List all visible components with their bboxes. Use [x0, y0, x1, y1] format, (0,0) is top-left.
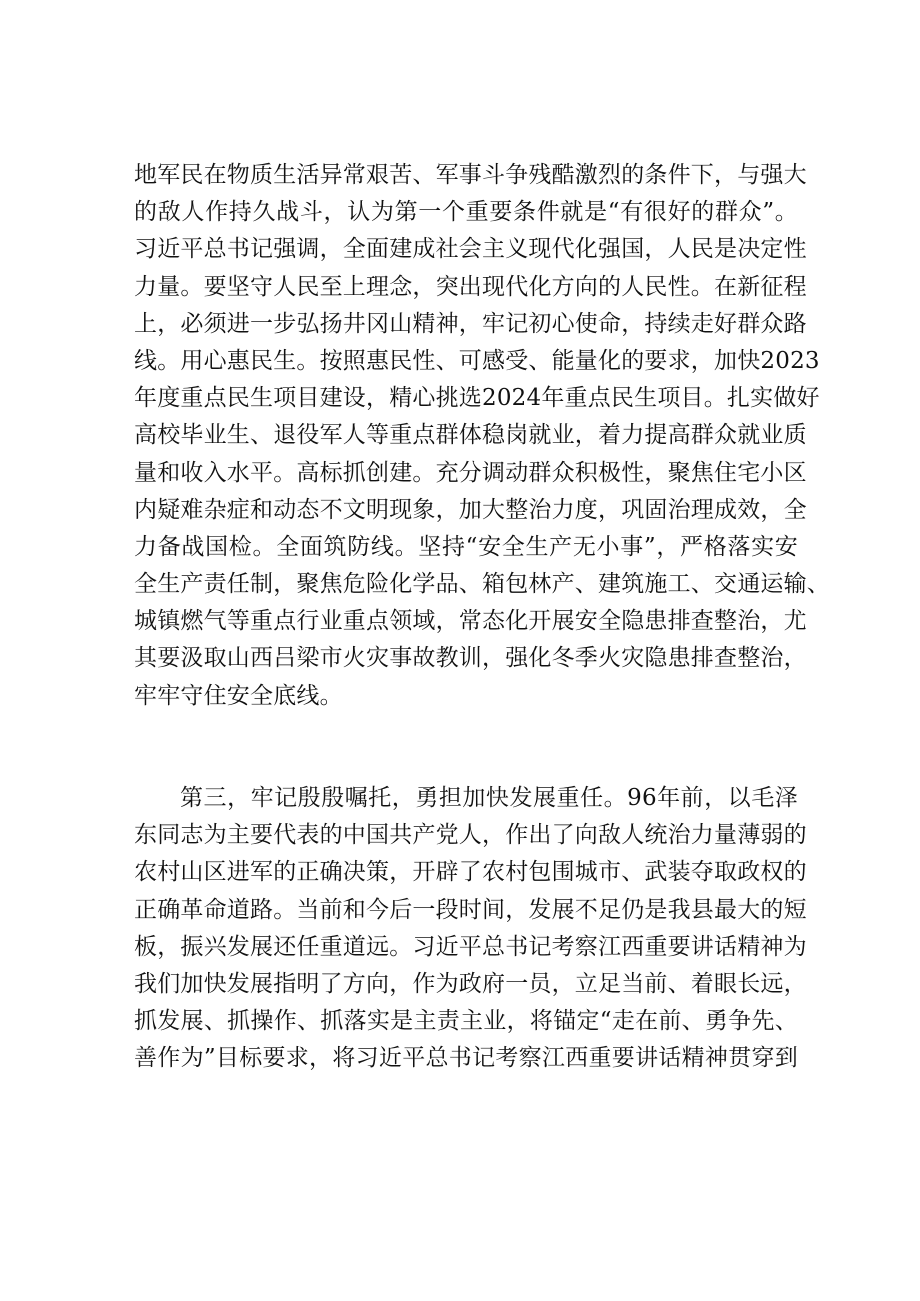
paragraph-line: 内疑难杂症和动态不文明现象，加大整治力度，巩固治理成效，全: [134, 496, 807, 523]
paragraph-line: 的敌人作持久战斗，认为第一个重要条件就是“有很好的群众”。: [134, 199, 798, 226]
paragraph-line: 板，振兴发展还任重道远。习近平总书记考察江西重要讲话精神为: [134, 933, 807, 960]
paragraph-line: 线。用心惠民生。按照惠民性、可感受、能量化的要求，加快2023: [134, 347, 820, 374]
paragraph-line: 善作为”目标要求，将习近平总书记考察江西重要讲话精神贯穿到: [134, 1045, 798, 1072]
paragraph-line: 农村山区进军的正确决策，开辟了农村包围城市、武装夺取政权的: [134, 859, 807, 886]
paragraph-line: 上，必须进一步弘扬井冈山精神，牢记初心使命，持续走好群众路: [134, 310, 807, 337]
paragraph-line: 抓发展、抓操作、抓落实是主责主业，将锚定“走在前、勇争先、: [134, 1008, 798, 1035]
paragraph-line: 力量。要坚守人民至上理念，突出现代化方向的人民性。在新征程: [134, 273, 807, 300]
paragraph-2: [134, 780, 807, 1078]
paragraph-line: 第三，牢记殷殷嘱托，勇担加快发展重任。96年前，以毛泽: [180, 785, 798, 811]
paragraph-1: [134, 157, 830, 715]
paragraph-line: 全生产责任制，聚焦危险化学品、箱包林产、建筑施工、交通运输、: [134, 571, 830, 598]
paragraph-line: 力备战国检。全面筑防线。坚持“安全生产无小事”，严格落实安: [134, 533, 798, 560]
paragraph-line: 年度重点民生项目建设，精心挑选2024年重点民生项目。扎实做好: [134, 385, 820, 412]
paragraph-line: 我们加快发展指明了方向，作为政府一员，立足当前、着眼长远，: [134, 970, 807, 997]
paragraph-line: 量和收入水平。高标抓创建。充分调动群众积极性，聚焦住宅小区: [134, 459, 807, 486]
paragraph-line: 正确革命道路。当前和今后一段时间，发展不足仍是我县最大的短: [134, 896, 807, 923]
paragraph-line: 高校毕业生、退役军人等重点群体稳岗就业，着力提高群众就业质: [134, 422, 807, 449]
paragraph-line: 东同志为主要代表的中国共产党人，作出了向敌人统治力量薄弱的: [134, 822, 807, 849]
paragraph-line: 其要汲取山西吕梁市火灾事故教训，强化冬季火灾隐患排查整治，: [134, 645, 807, 672]
paragraph-line: 地军民在物质生活异常艰苦、军事斗争残酷激烈的条件下，与强大: [134, 162, 807, 188]
paragraph-line: 牢牢守住安全底线。: [134, 682, 343, 709]
paragraph-line: 城镇燃气等重点行业重点领域，常态化开展安全隐患排查整治，尤: [134, 608, 807, 635]
paragraph-line: 习近平总书记强调，全面建成社会主义现代化强国，人民是决定性: [134, 236, 807, 263]
